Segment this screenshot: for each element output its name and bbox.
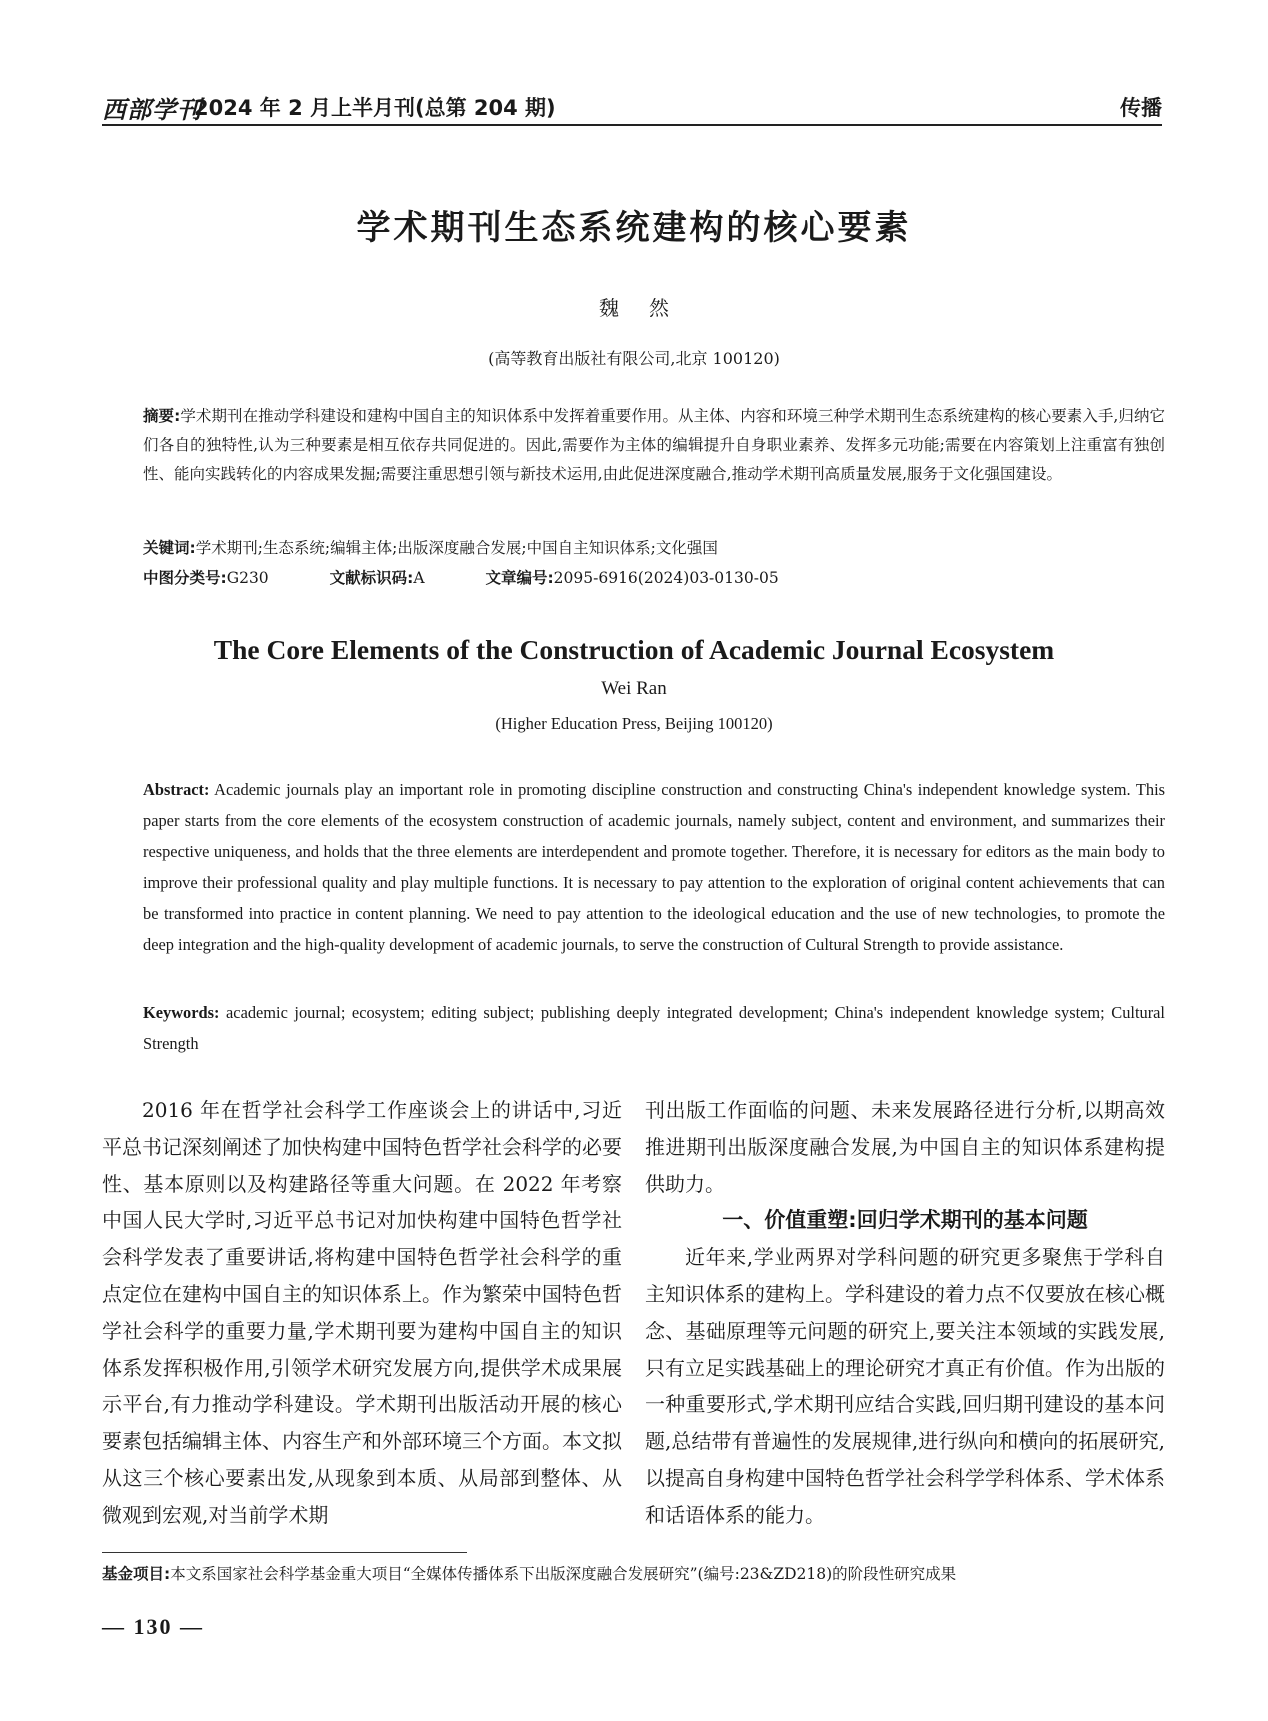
abstract-en-text: Academic journals play an important role in promoting discipline construction and constructing China's independent knowledge system. This paper starts from the core elements of the ecosystem construction of academic journals, namely subject, content and environment, and summarizes their respective uniqueness, and holds that the three elements are interdependent and promote together. Therefore, it is necessary for editors as the main body to improve their professional quality and play multiple functions. It is necessary to pay attention to the exploration of original content achievements that can be transformed into practice in content planning. We need to pay attention to the ideological education and the use of new technologies, to promote the deep integration and the high-quality development of academic journals, to serve the construction of Cultural Strength to provide assistance. — [143, 780, 1165, 954]
affiliation-zh: (高等教育出版社有限公司,北京 100120) — [488, 349, 780, 368]
abstract-zh-label: 摘要: — [143, 407, 181, 425]
keywords-en-text: academic journal; ecosystem; editing subject; publishing deeply integrated development; China's independent knowledge system; Cultural Strength — [143, 1003, 1165, 1053]
body-column-left — [102, 1092, 622, 1534]
body-paragraph-2: 近年来,学业两界对学科问题的研究更多聚焦于学科自主知识体系的建构上。学科建设的着力点不仅要放在核心概念、基础原理等元问题的研究上,要关注本领域的实践发展,只有立足实践基础上的理论研究才真正有价值。作为出版的一种重要形式,学术期刊应结合实践,回归期刊建设的基本问题,总结带有普遍性的发展规律,进行纵向和横向的拓展研究,以提高自身构建中国特色哲学社会科学学科体系、学术体系和话语体系的能力。 — [645, 1245, 1165, 1527]
article-title-zh: 学术期刊生态系统建构的核心要素 — [356, 208, 912, 248]
footnote-label: 基金项目: — [102, 1565, 171, 1583]
section-heading-1: 一、价值重塑:回归学术期刊的基本问题 — [722, 1208, 1088, 1233]
author-en: Wei Ran — [601, 678, 667, 699]
articleno-value: 2095-6916(2024)03-0130-05 — [553, 569, 779, 587]
body-paragraph-1: 2016 年在哲学社会科学工作座谈会上的讲话中,习近平总书记深刻阐述了加快构建中国特色哲学社会科学的必要性、基本原则以及构建路径等重大问题。在 2022 年考察中国人民大学时,习近平总书记对加快构建中国特色哲学社会科学发表了重要讲话,将构建中国特色哲学社会科学的重点定位在建构中国自主的知识体系上。作为繁荣中国特色哲学社会科学的重要力量,学术期刊要为建构中国自主的知识体系发挥积极作用,引领学术研究发展方向,提供学术成果展示平台,有力推动学科建设。学术期刊出版活动开展的核心要素包括编辑主体、内容生产和外部环境三个方面。本文拟从这三个核心要素出发,从现象到本质、从局部到整体、从微观到宏观,对当前学术期 — [102, 1098, 622, 1527]
keywords-en — [143, 997, 1165, 1059]
funding-footnote — [102, 1562, 1182, 1584]
footnote-rule — [102, 1552, 467, 1553]
running-header — [102, 88, 1162, 128]
doccode-value: A — [413, 569, 425, 587]
abstract-zh-text: 学术期刊在推动学科建设和建构中国自主的知识体系中发挥着重要作用。从主体、内容和环境三种学术期刊生态系统建构的核心要素入手,归纳它们各自的独特性,认为三种要素是相互依存共同促进的。因此,需要作为主体的编辑提升自身职业素养、发挥多元功能;需要在内容策划上注重富有独创性、能向实践转化的内容成果发掘;需要注重思想引领与新技术运用,由此促进深度融合,推动学术期刊高质量发展,服务于文化强国建设。 — [143, 407, 1166, 483]
clc-label: 中图分类号: — [143, 569, 227, 587]
author-zh: 魏然 — [599, 296, 699, 320]
body-paragraph-1-continued: 刊出版工作面临的问题、未来发展路径进行分析,以期高效推进期刊出版深度融合发展,为中国自主的知识体系建构提供助力。 — [645, 1098, 1165, 1196]
issue-info: 2024 年 2 月上半月刊(总第 204 期) — [194, 96, 556, 120]
keywords-zh — [143, 534, 1165, 563]
section-name: 传播 — [1120, 96, 1162, 120]
keywords-en-label: Keywords: — [143, 1003, 220, 1022]
clc-value: G230 — [226, 569, 269, 587]
footnote-text: 本文系国家社会科学基金重大项目“全媒体传播体系下出版深度融合发展研究”(编号:23&ZD218)的阶段性研究成果 — [170, 1565, 957, 1583]
abstract-en-label: Abstract: — [143, 780, 210, 799]
keywords-zh-text: 学术期刊;生态系统;编辑主体;出版深度融合发展;中国自主知识体系;文化强国 — [195, 539, 718, 557]
doccode-label: 文献标识码: — [329, 569, 414, 587]
body-column-right — [645, 1092, 1165, 1534]
journal-logo: 西部学刊 — [102, 95, 202, 124]
article-title-en: The Core Elements of the Construction of Academic Journal Ecosystem — [213, 634, 1055, 665]
keywords-zh-label: 关键词: — [143, 539, 196, 557]
abstract-en — [143, 774, 1165, 960]
affiliation-en: (Higher Education Press, Beijing 100120) — [495, 714, 773, 733]
articleno-label: 文章编号: — [485, 569, 554, 587]
header-rule — [102, 124, 1162, 126]
abstract-zh — [143, 402, 1165, 489]
classification-line — [143, 566, 779, 588]
page-number: — 130 — — [102, 1614, 204, 1639]
